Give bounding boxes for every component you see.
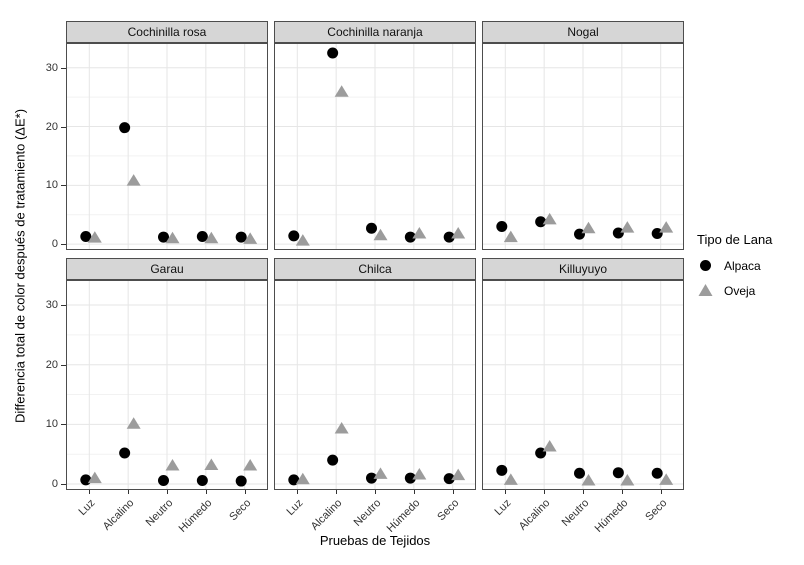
y-tick-mark [61, 424, 66, 425]
x-tick-label-luz: Luz [76, 497, 98, 519]
facet-strip-nogal: Nogal [482, 21, 684, 43]
x-tick-label-neutro: Neutro [559, 497, 592, 529]
y-tick-label-30: 30 [45, 299, 58, 312]
x-tick-mark [414, 490, 415, 494]
y-tick-mark [61, 244, 66, 245]
x-tick-mark [622, 490, 623, 494]
legend-label-oveja: Oveja [724, 283, 756, 298]
x-tick-label-hu-medo: Húmedo [384, 497, 423, 535]
y-tick-mark [61, 365, 66, 366]
y-tick-mark [61, 127, 66, 128]
x-tick-label-hu-medo: Húmedo [176, 497, 215, 535]
alpaca-circle-icon [697, 257, 714, 274]
x-tick-mark [206, 490, 207, 494]
legend-label-alpaca: Alpaca [724, 258, 761, 273]
point-alpaca-alcalino [327, 455, 338, 466]
x-tick-label-neutro: Neutro [351, 497, 384, 529]
y-tick-label-20: 20 [45, 358, 58, 371]
facet-strip-killuyuyo: Killuyuyo [482, 258, 684, 280]
x-tick-mark [297, 490, 298, 494]
x-tick-mark [336, 490, 337, 494]
point-alpaca-luz [496, 221, 507, 232]
point-alpaca-alcalino [119, 448, 130, 459]
facet-strip-chilca: Chilca [274, 258, 476, 280]
x-tick-label-alcalino: Alcalino [516, 497, 553, 533]
x-tick-label-luz: Luz [284, 497, 306, 519]
x-tick-mark [661, 490, 662, 494]
legend-title: Tipo de Lana [697, 232, 773, 247]
x-tick-label-neutro: Neutro [143, 497, 176, 529]
facet-panel-nogal [482, 43, 684, 250]
point-alpaca-alcalino [327, 47, 338, 58]
x-tick-label-luz: Luz [492, 497, 514, 519]
faceted-scatter-figure: Differencia total de color después de tratamiento (ΔE*) Cochinilla rosa Cochinilla naranja Nogal 0 10 20 30 Garau Luz Alcalino Neutro Húmedo Seco Chilca Luz Alcalino Neutro Húmedo Seco Killuyuyo Luz Alcalino Neutro Húmedo Seco 0 10 20 30 Pruebas de Tejidos Tipo de Lana Alpaca Oveja [0, 0, 804, 565]
point-alpaca-hu-medo [613, 227, 624, 238]
point-alpaca-seco [652, 468, 663, 479]
y-tick-mark [61, 484, 66, 485]
x-tick-mark [505, 490, 506, 494]
x-tick-label-seco: Seco [434, 497, 462, 524]
y-tick-label-0: 0 [51, 478, 58, 491]
oveja-triangle-icon [697, 282, 714, 299]
legend [697, 232, 772, 307]
point-alpaca-luz [80, 474, 91, 485]
point-alpaca-luz [496, 465, 507, 476]
point-alpaca-hu-medo [197, 475, 208, 486]
x-tick-label-seco: Seco [642, 497, 670, 524]
y-tick-label-0: 0 [51, 238, 58, 251]
x-tick-mark [544, 490, 545, 494]
facet-panel-killuyuyo [482, 280, 684, 490]
y-tick-mark [61, 305, 66, 306]
x-tick-mark [128, 490, 129, 494]
x-tick-label-seco: Seco [226, 497, 254, 524]
x-tick-label-hu-medo: Húmedo [592, 497, 631, 535]
y-tick-mark [61, 68, 66, 69]
point-alpaca-neutro [366, 223, 377, 234]
point-alpaca-hu-medo [613, 467, 624, 478]
facet-panel-garau [66, 280, 268, 490]
x-tick-mark [167, 490, 168, 494]
x-axis-title: Pruebas de Tejidos [319, 533, 431, 548]
legend-item-oveja [697, 282, 772, 299]
facet-panel-cochinilla-rosa [66, 43, 268, 250]
facet-panel-chilca [274, 280, 476, 490]
point-alpaca-alcalino [119, 122, 130, 133]
facet-strip-cochinilla-rosa: Cochinilla rosa [66, 21, 268, 43]
point-alpaca-luz [288, 230, 299, 241]
y-tick-label-30: 30 [45, 61, 58, 74]
x-tick-label-alcalino: Alcalino [100, 497, 137, 533]
x-tick-mark [453, 490, 454, 494]
x-tick-mark [89, 490, 90, 494]
y-tick-label-20: 20 [45, 120, 58, 133]
x-tick-mark [583, 490, 584, 494]
x-tick-label-alcalino: Alcalino [308, 497, 345, 533]
point-alpaca-seco [236, 476, 247, 487]
x-tick-mark [375, 490, 376, 494]
y-tick-label-10: 10 [45, 418, 58, 431]
point-alpaca-neutro [158, 475, 169, 486]
facet-panel-cochinilla-naranja [274, 43, 476, 250]
legend-item-alpaca [697, 257, 772, 274]
facet-strip-garau: Garau [66, 258, 268, 280]
y-tick-mark [61, 185, 66, 186]
facet-strip-cochinilla-naranja: Cochinilla naranja [274, 21, 476, 43]
point-alpaca-neutro [574, 468, 585, 479]
x-tick-mark [245, 490, 246, 494]
y-tick-label-10: 10 [45, 179, 58, 192]
